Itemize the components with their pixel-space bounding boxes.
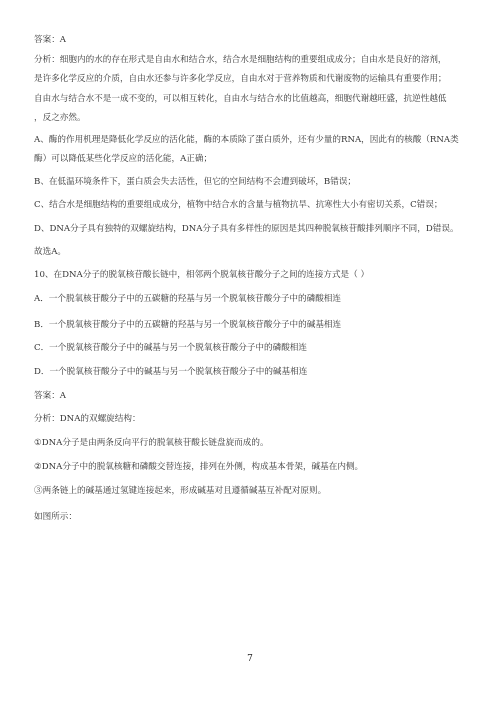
explanation-c-line: C、结合水是细胞结构的重要组成成分，植物中结合水的含量与植物抗旱、抗寒性大小有密切关系，C错误；: [34, 200, 443, 210]
option-d: D．一个脱氧核苷酸分子中的碱基与另一个脱氧核苷酸分子中的碱基相连: [34, 367, 308, 377]
figure-intro-line: 如图所示：: [34, 512, 77, 522]
explanation-a-line: A、酶的作用机理是降低化学反应的活化能，酶的本质除了蛋白质外，还有少量的RNA，因此有的核酸（RNA类: [34, 135, 459, 145]
analysis-line: 分析：细胞内的水的存在形式是自由水和结合水，结合水是细胞结构的重要组成成分；自由水是良好的溶剂，: [34, 55, 447, 65]
option-b: B．一个脱氧核苷酸分子中的五碳糖的羟基与另一个脱氧核苷酸分子中的碱基相连: [34, 320, 342, 330]
explanation-b-line: B、在低温环境条件下，蛋白质会失去活性，但它的空间结构不会遭到破坏，B错误；: [34, 177, 357, 187]
option-a: A．一个脱氧核苷酸分子中的五碳糖的羟基与另一个脱氧核苷酸分子中的磷酸相连: [34, 294, 341, 304]
explanation-a-line: 酶）可以降低某些化学反应的活化能，A正确；: [34, 154, 213, 164]
question-10-stem: 10、在DNA分子的脱氧核苷酸长链中，相邻两个脱氧核苷酸分子之间的连接方式是（ ）: [34, 270, 370, 280]
answer-line: 答案：A: [34, 35, 66, 45]
point-1-line: ①DNA分子是由两条反向平行的脱氧核苷酸长链盘旋而成的。: [34, 438, 269, 448]
analysis-line: ，反之亦然。: [34, 113, 86, 123]
conclusion-line: 故选A。: [34, 247, 66, 257]
analysis-line: 自由水与结合水不是一成不变的，可以相互转化，自由水与结合水的比值越高，细胞代谢越旺盛，抗逆性越低: [34, 94, 447, 104]
point-2-line: ②DNA分子中的脱氧核糖和磷酸交替连接，排列在外侧，构成基本骨架，碱基在内侧。: [34, 462, 364, 472]
analysis-line: 是许多化学反应的介质，自由水还参与许多化学反应，自由水对于营养物质和代谢废物的运输具有重要作用；: [34, 74, 447, 84]
analysis-line: 分析：DNA的双螺旋结构：: [34, 414, 141, 424]
explanation-d-line: D、DNA分子具有独特的双螺旋结构，DNA分子具有多样性的原因是其四种脱氧核苷酸排列顺序不同，D错误。: [34, 224, 459, 234]
answer-line: 答案：A: [34, 391, 66, 401]
page-number: 7: [247, 654, 253, 664]
point-3-line: ③两条链上的碱基通过氢键连接起来，形成碱基对且遵循碱基互补配对原则。: [34, 486, 327, 496]
option-c: C．一个脱氧核苷酸分子中的碱基与另一个脱氧核苷酸分子中的磷酸相连: [34, 343, 307, 353]
